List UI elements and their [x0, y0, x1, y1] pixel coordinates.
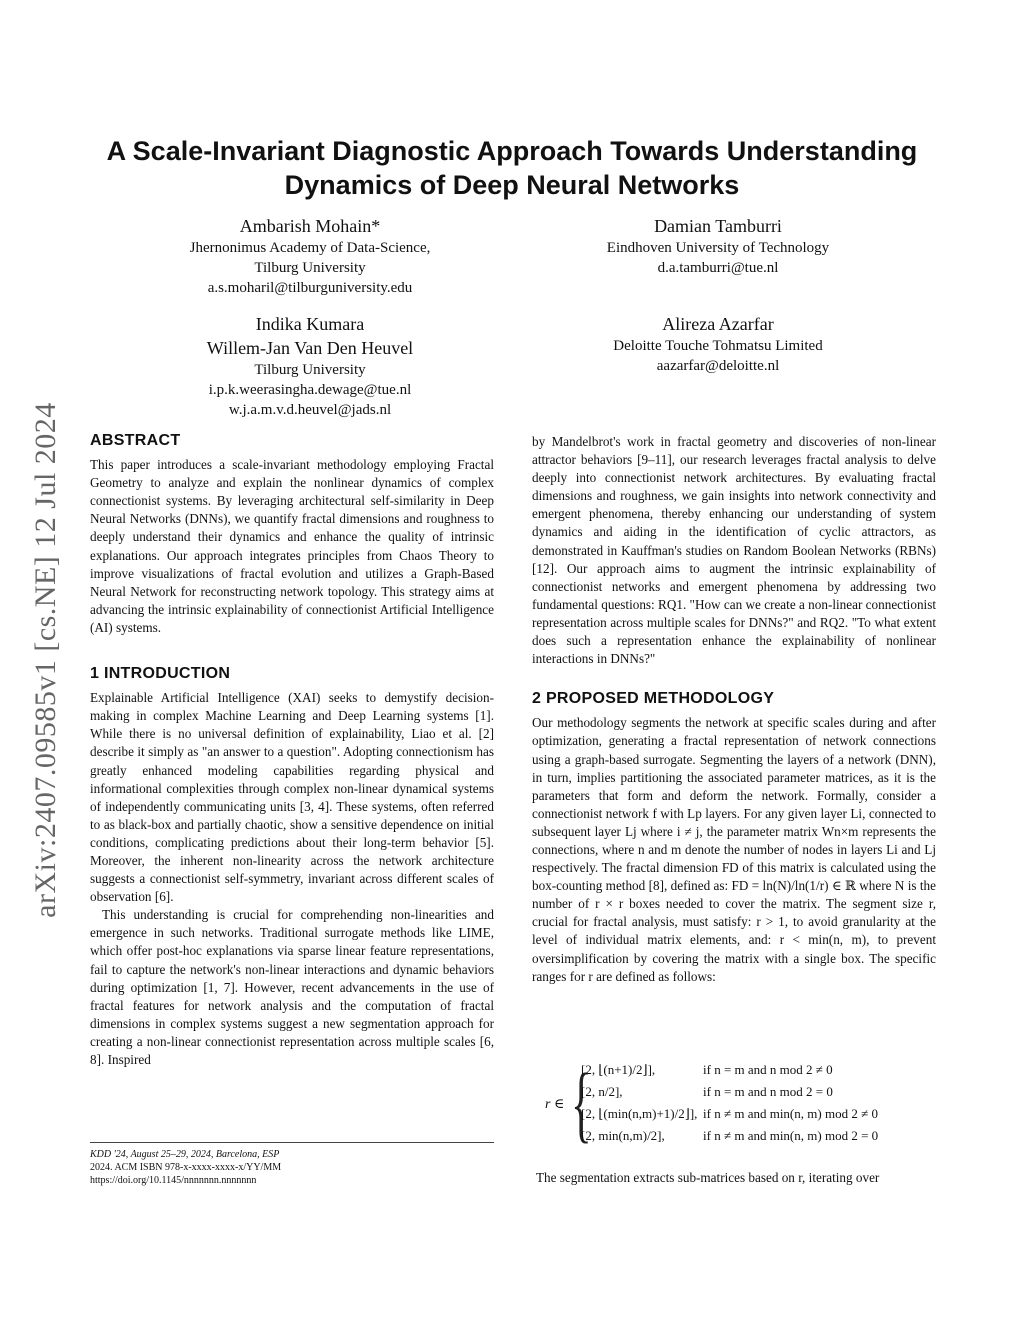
author-affiliation: Tilburg University — [254, 260, 366, 276]
author-email: aazarfar@deloitte.nl — [656, 358, 780, 374]
intro-paragraph: by Mandelbrot's work in fractal geometry and discoveries of non-linear attractor behaviors [9–11], our research leverages fractal analysis to delve deeply into connectionist network architectures. By evaluating fractal dimensions and roughness, we gain insights into network connectivity and emergent phenomena, thereby enhancing our understanding of system dynamics and aiding in the identification of cyclic attractors, as demonstrated in Kauffman's studies on Random Boolean Networks (RBNs) [12]. Our approach aims to augment the intrinsic explainability of connectionist networks and emergent phenomena by addressing two fundamental questions: RQ1. "How can we create a non-linear connectionist representation across multiple scales for DNNs?" and RQ2. "To what extent does such a representation enhance the explainability of nonlinear interactions in DNNs?" — [532, 434, 936, 667]
equation-lhs: r ∈ — [545, 1097, 565, 1112]
author-email: w.j.a.m.v.d.heuvel@jads.nl — [228, 402, 392, 418]
author-email: a.s.moharil@tilburguniversity.edu — [207, 280, 413, 296]
footnote-isbn: 2024. ACM ISBN 978-x-xxxx-xxxx-x/YY/MM — [90, 1162, 282, 1173]
left-column — [90, 432, 494, 1069]
equation-case — [581, 1128, 879, 1144]
intro-paragraph: This understanding is crucial for comprehending non-linearities and emergence in such networks. Traditional surrogate methods like LIME, which offer post-hoc explanations via sparse linear feature representations, fail to capture the network's non-linear interactions and dynamic behaviors during optimization [1, 7]. However, recent advancements in the use of fractal features for network analysis and the computation of fractal dimensions in complex systems suggest a new segmentation approach for creating a non-linear connectionist representation across multiple scales [6, 8]. Inspired — [90, 907, 494, 1067]
case-condition: if n = m and n mod 2 ≠ 0 — [703, 1062, 833, 1077]
arxiv-stamp — [16, 360, 76, 960]
section-heading-methodology: 2 PROPOSED METHODOLOGY — [532, 690, 775, 708]
footnote-venue: KDD '24, August 25–29, 2024, Barcelona, ESP — [90, 1149, 280, 1160]
author-email: i.p.k.weerasingha.dewage@tue.nl — [208, 382, 412, 398]
section-heading-introduction: 1 INTRODUCTION — [90, 665, 231, 683]
abstract-heading: ABSTRACT — [90, 432, 181, 449]
abstract-text: This paper introduces a scale-invariant methodology employing Fractal Geometry to analyze and explain the nonlinear dynamics of complex connectionist systems. By leveraging architectural self-similarity in Deep Neural Networks (DNNs), we quantify fractal dimensions and roughness to deeply understand their dynamics and enhance the quality of intrinsic explanations. Our approach integrates principles from Chaos Theory to improve visualizations of fractal evolution and utilizes a Graph-Based Neural Network for reconstructing network topology. This strategy aims at advancing the intrinsic explainability of connectionist Artificial Intelligence (AI) systems. — [90, 457, 494, 635]
case-range: [2, ⌊(min(n,m)+1)/2⌋], — [581, 1106, 698, 1121]
case-condition: if n = m and n mod 2 = 0 — [703, 1084, 833, 1099]
equation-case — [581, 1106, 878, 1122]
author-block-4 — [560, 312, 876, 376]
case-range: [2, n/2], — [581, 1084, 623, 1099]
footnote — [90, 1142, 494, 1187]
author-name: Ambarish Mohain* — [239, 216, 381, 236]
equation-r-cases — [545, 1055, 945, 1152]
case-condition: if n ≠ m and min(n, m) mod 2 ≠ 0 — [703, 1106, 878, 1121]
equation-case — [581, 1084, 833, 1100]
intro-paragraph: Explainable Artificial Intelligence (XAI) seeks to demystify decision-making in complex Machine Learning and Deep Learning systems [1]. While there is no universal definition of explainability, Liao et al. [2] describe it simply as "an answer to a question". Adopting connectionism has greatly enhanced modeling capabilities regarding physical and informational complexities through complex non-linear dynamical systems of independently communicating units [3, 4]. These systems, often referred to as black-box and partially chaotic, show a sensitive dependence on initial conditions, complicating predictions about their long-term behavior [5]. Moreover, the inherent non-linearity across the network architecture suggests a connectionist self-symmetry, invariant across different scales of observation [6]. — [90, 690, 494, 905]
author-affiliation: Tilburg University — [254, 362, 366, 378]
author-block-3 — [150, 312, 470, 420]
author-block-2 — [560, 214, 876, 278]
case-range: [2, ⌊(n+1)/2⌋], — [581, 1062, 656, 1077]
left-brace-icon: { — [571, 1055, 592, 1151]
author-name: Alireza Azarfar — [662, 314, 774, 334]
author-email: d.a.tamburri@tue.nl — [657, 260, 779, 276]
footnote-doi[interactable]: https://doi.org/10.1145/nnnnnnn.nnnnnnn — [90, 1175, 257, 1186]
case-range: [2, min(n,m)/2], — [581, 1128, 665, 1143]
method-paragraph: Our methodology segments the network at specific scales during and after optimization, generating a fractal representation of network connections using a graph-based surrogate. Segmenting the layers of a network (DNN), in turn, implies partitioning the associated parameter matrices, as it is the parameters that form and deform the network. Formally, consider a connectionist network f with Lp layers. For any given layer Li, connected to subsequent layer Lj where i ≠ j, the parameter matrix Wn×m represents the connections, where n and m denote the number of nodes in layers Li and Lj respectively. The fractal dimension FD of this matrix is calculated using the box-counting method [8], defined as: FD = ln(N)/ln(1/r) ∈ ℝ where N is the number of r × r boxes needed to cover the matrix. The segment size r, crucial for fractal analysis, must satisfy: r > 1, to avoid granularity at the level of individual matrix elements, and: r < min(n, m), to prevent oversimplification by covering the matrix with a single box. The specific ranges for r are defined as follows: — [532, 715, 936, 984]
author-name: Damian Tamburri — [654, 216, 782, 236]
method-continuation: The segmentation extracts sub-matrices based on r, iterating over — [536, 1170, 880, 1185]
case-condition: if n ≠ m and min(n, m) mod 2 = 0 — [703, 1128, 879, 1143]
author-name: Indika Kumara — [255, 314, 365, 334]
arxiv-id: arXiv:2407.09585v1 [cs.NE] 12 Jul 2024 — [29, 402, 62, 918]
paper-title: A Scale-Invariant Diagnostic Approach Towards Understanding Dynamics of Deep Neural Networks — [106, 136, 918, 200]
author-name: Willem-Jan Van Den Heuvel — [206, 338, 414, 358]
author-affiliation: Jhernonimus Academy of Data-Science, — [189, 240, 431, 256]
author-block-1 — [150, 214, 470, 298]
author-affiliation: Deloitte Touche Tohmatsu Limited — [613, 338, 823, 354]
author-affiliation: Eindhoven University of Technology — [606, 240, 830, 256]
right-column — [532, 433, 936, 986]
equation-case — [581, 1062, 833, 1078]
